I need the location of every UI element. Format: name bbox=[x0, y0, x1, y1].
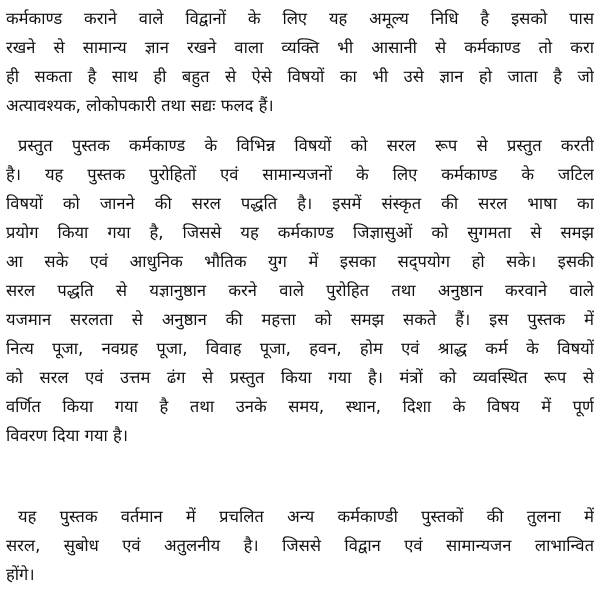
paragraph-3-line-1: यह पुस्तक वर्तमान में प्रचलित अन्य कर्मकाण्डी पुस्तकों की तुलना में bbox=[18, 507, 594, 526]
paragraph-1-line-2: रखने से सामान्य ज्ञान रखने वाला व्यक्ति भी आसानी से कर्मकाण्ड तो करा bbox=[6, 38, 594, 57]
paragraph-1-line-1: कर्मकाण्ड कराने वाले विद्वानों के लिए यह अमूल्य निधि है इसको पास bbox=[6, 9, 594, 28]
document-page bbox=[6, 4, 594, 589]
paragraph-2-line-8: नित्य पूजा, नवग्रह पूजा, विवाह पूजा, हवन, होम एवं श्राद्ध कर्म के विषयों bbox=[6, 339, 594, 358]
paragraph-2-line-7: यजमान सरलता से अनुष्ठान की महत्ता को समझ सकते हैं। इस पुस्तक में bbox=[6, 310, 594, 329]
paragraph-3-line-2: सरल, सुबोध एवं अतुलनीय है। जिससे विद्वान एवं सामान्यजन लाभान्वित bbox=[6, 536, 594, 555]
paragraph-1-line-3: ही सकता है साथ ही बहुत से ऐसे विषयों का भी उसे ज्ञान हो जाता है जो bbox=[6, 67, 594, 86]
paragraph-2-line-3: विषयों को जानने की सरल पद्धति है। इसमें संस्कृत की सरल भाषा का bbox=[6, 194, 594, 213]
paragraph-2-line-9: को सरल एवं उत्तम ढंग से प्रस्तुत किया गया है। मंत्रों को व्यवस्थित रूप से bbox=[6, 368, 594, 387]
paragraph-2-line-1: प्रस्तुत पुस्तक कर्मकाण्ड के विभिन्न विषयों को सरल रूप से प्रस्तुत करती bbox=[18, 136, 594, 155]
paragraph-2-line-10: वर्णित किया गया है तथा उनके समय, स्थान, दिशा के विषय में पूर्ण bbox=[6, 397, 594, 416]
paragraph-3-line-3: होंगे। bbox=[6, 565, 35, 584]
paragraph-2-line-2: है। यह पुस्तक पुरोहितों एवं सामान्यजनों के लिए कर्मकाण्ड के जटिल bbox=[6, 165, 594, 184]
paragraph-1-line-4: अत्यावश्यक, लोकोपकारी तथा सद्यः फलद हैं। bbox=[6, 96, 274, 115]
paragraph-2-line-5: आ सके एवं आधुनिक भौतिक युग में इसका सद्‌पयोग हो सके। इसकी bbox=[6, 252, 594, 271]
paragraph-2-line-11: विवरण दिया गया है। bbox=[6, 426, 129, 445]
paragraph-2-line-6: सरल पद्धति से यज्ञानुष्ठान करने वाले पुरोहित तथा अनुष्ठान करवाने वाले bbox=[6, 281, 594, 300]
paragraph-2-line-4: प्रयोग किया गया है, जिससे यह कर्मकाण्ड जिज्ञासुओं को सुगमता से समझ bbox=[6, 223, 594, 242]
